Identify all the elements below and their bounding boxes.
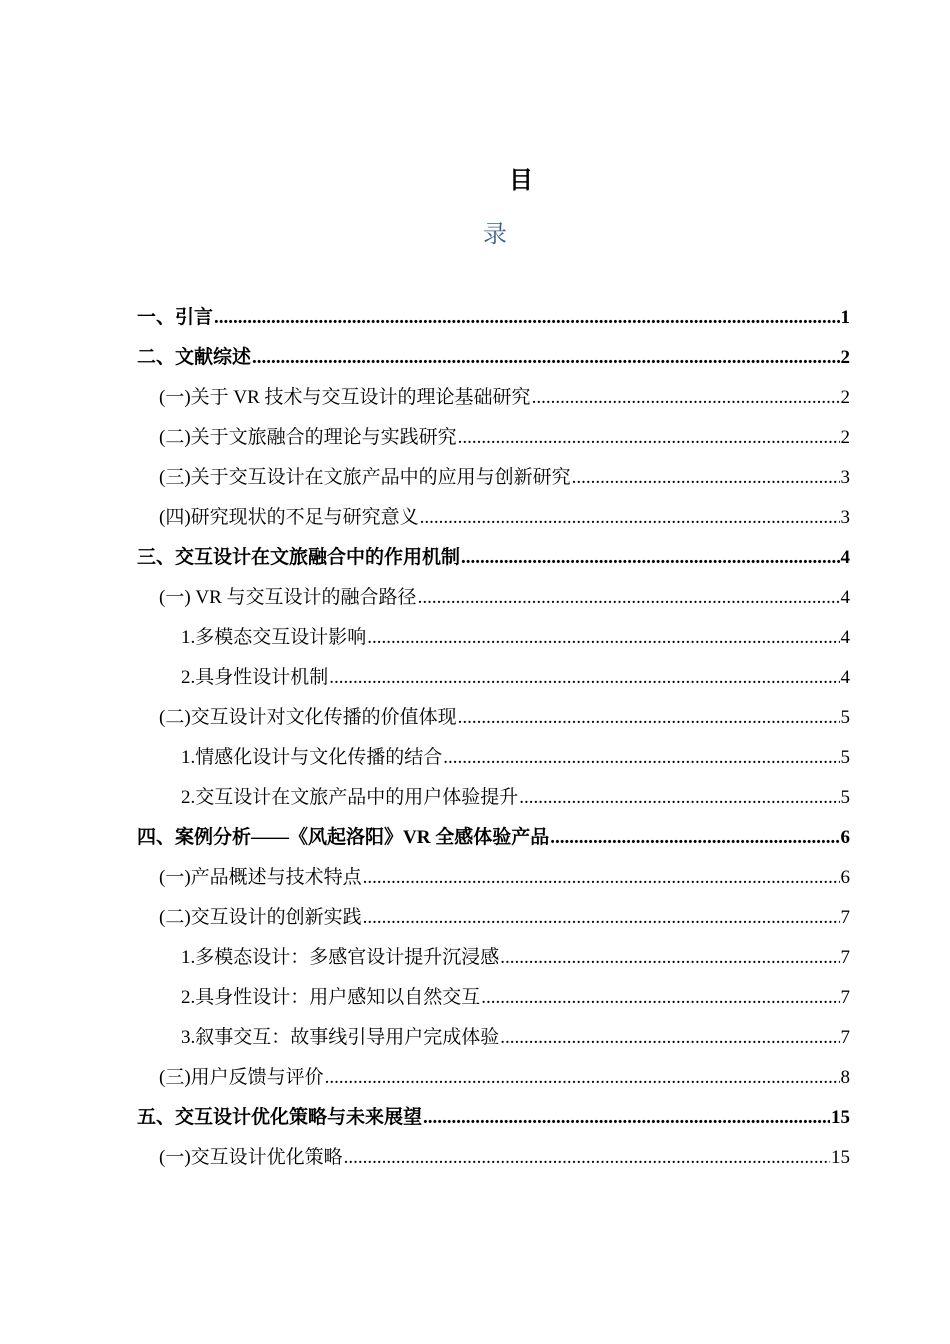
toc-entry-page-number: 3	[840, 507, 850, 528]
toc-entry-label: 2.具身性设计：用户感知以自然交互	[181, 987, 481, 1008]
toc-entry[interactable]	[137, 378, 850, 418]
toc-entry[interactable]	[137, 898, 850, 938]
toc-entry-label: 2.具身性设计机制	[181, 667, 329, 688]
toc-entry-label: 3.叙事交互：故事线引导用户完成体验	[181, 1027, 500, 1048]
toc-entry-label: 四、案例分析——《风起洛阳》VR 全感体验产品	[137, 827, 550, 848]
toc-entry-page-number: 7	[840, 1027, 850, 1048]
toc-leader-dots	[363, 858, 840, 898]
toc-title-char-1: 目	[509, 168, 533, 194]
toc-entry-page-number: 1	[840, 307, 850, 328]
toc-entry-page-number: 4	[840, 627, 850, 648]
toc-entry[interactable]	[137, 338, 850, 378]
toc-entry[interactable]	[137, 618, 850, 658]
toc-leader-dots	[363, 898, 840, 938]
toc-entry[interactable]	[137, 818, 850, 858]
toc-leader-dots	[420, 498, 840, 538]
toc-entry-page-number: 4	[840, 547, 850, 568]
toc-entry-label: 1.情感化设计与文化传播的结合	[181, 747, 443, 768]
toc-entry-page-number: 6	[840, 867, 850, 888]
toc-entry-label: (一) VR 与交互设计的融合路径	[159, 587, 417, 608]
toc-leader-dots	[481, 978, 839, 1018]
toc-entry[interactable]	[137, 1058, 850, 1098]
toc-leader-dots	[329, 658, 839, 698]
toc-entry[interactable]	[137, 298, 850, 338]
toc-entry-page-number: 6	[840, 827, 850, 848]
toc-entry-page-number: 5	[840, 787, 850, 808]
toc-entry-label: 1.多模态设计：多感官设计提升沉浸感	[181, 947, 500, 968]
toc-entry-label: 一、引言	[137, 307, 214, 328]
toc-entry[interactable]	[137, 658, 850, 698]
toc-leader-dots	[500, 938, 839, 978]
toc-leader-dots	[461, 538, 839, 578]
toc-leader-dots	[418, 578, 840, 618]
toc-entry[interactable]	[137, 418, 850, 458]
toc-leader-dots	[443, 738, 839, 778]
toc-entry-page-number: 4	[840, 667, 850, 688]
toc-leader-dots	[458, 698, 840, 738]
toc-title-char-2: 录	[483, 222, 507, 248]
toc-entry-page-number: 5	[840, 747, 850, 768]
toc-leader-dots	[519, 778, 839, 818]
toc-entry-label: (一)产品概述与技术特点	[159, 867, 362, 888]
toc-entry-label: 五、交互设计优化策略与未来展望	[137, 1107, 423, 1128]
toc-leader-dots	[550, 818, 839, 858]
toc-leader-dots	[458, 418, 840, 458]
toc-entry-label: (四)研究现状的不足与研究意义	[159, 507, 419, 528]
toc-entry-label: 2.交互设计在文旅产品中的用户体验提升	[181, 787, 519, 808]
toc-entry[interactable]	[137, 978, 850, 1018]
toc-entry-page-number: 7	[840, 947, 850, 968]
toc-entry[interactable]	[137, 538, 850, 578]
toc-entry-label: 二、文献综述	[137, 347, 252, 368]
toc-entry[interactable]	[137, 698, 850, 738]
toc-leader-dots	[500, 1018, 839, 1058]
toc-leader-dots	[214, 298, 839, 338]
toc-entry-page-number: 2	[840, 387, 850, 408]
toc-entry-label: (二)交互设计的创新实践	[159, 907, 362, 928]
toc-entry[interactable]	[137, 578, 850, 618]
toc-entry-label: (一)关于 VR 技术与交互设计的理论基础研究	[159, 387, 531, 408]
toc-entry[interactable]	[137, 938, 850, 978]
toc-leader-dots	[423, 1098, 830, 1138]
toc-entry-page-number: 15	[831, 1107, 850, 1128]
toc-entry-page-number: 2	[840, 427, 850, 448]
toc-entry-page-number: 7	[840, 907, 850, 928]
toc-entry-page-number: 4	[840, 587, 850, 608]
toc-entry[interactable]	[137, 738, 850, 778]
toc-entry[interactable]	[137, 1098, 850, 1138]
toc-leader-dots	[344, 1138, 830, 1178]
toc-entry[interactable]	[137, 1138, 850, 1178]
toc-entry-label: 1.多模态交互设计影响	[181, 627, 367, 648]
toc-entry-label: (二)关于文旅融合的理论与实践研究	[159, 427, 457, 448]
toc-entry-label: 三、交互设计在文旅融合中的作用机制	[137, 547, 461, 568]
toc-entry[interactable]	[137, 1018, 850, 1058]
toc-leader-dots	[572, 458, 840, 498]
toc-entry-page-number: 5	[840, 707, 850, 728]
toc-entry[interactable]	[137, 458, 850, 498]
toc-entry-label: (三)关于交互设计在文旅产品中的应用与创新研究	[159, 467, 571, 488]
toc-entry-label: (三)用户反馈与评价	[159, 1067, 324, 1088]
toc-entry-page-number: 7	[840, 987, 850, 1008]
toc-leader-dots	[367, 618, 839, 658]
toc-leader-dots	[325, 1058, 840, 1098]
toc-entry[interactable]	[137, 778, 850, 818]
toc-leader-dots	[532, 378, 840, 418]
toc-leader-dots	[252, 338, 839, 378]
table-of-contents	[137, 298, 850, 1178]
toc-entry-page-number: 3	[840, 467, 850, 488]
toc-entry-page-number: 15	[831, 1147, 850, 1168]
toc-entry-page-number: 8	[840, 1067, 850, 1088]
toc-entry[interactable]	[137, 858, 850, 898]
toc-entry[interactable]	[137, 498, 850, 538]
toc-entry-label: (一)交互设计优化策略	[159, 1147, 343, 1168]
toc-entry-page-number: 2	[840, 347, 850, 368]
toc-entry-label: (二)交互设计对文化传播的价值体现	[159, 707, 457, 728]
